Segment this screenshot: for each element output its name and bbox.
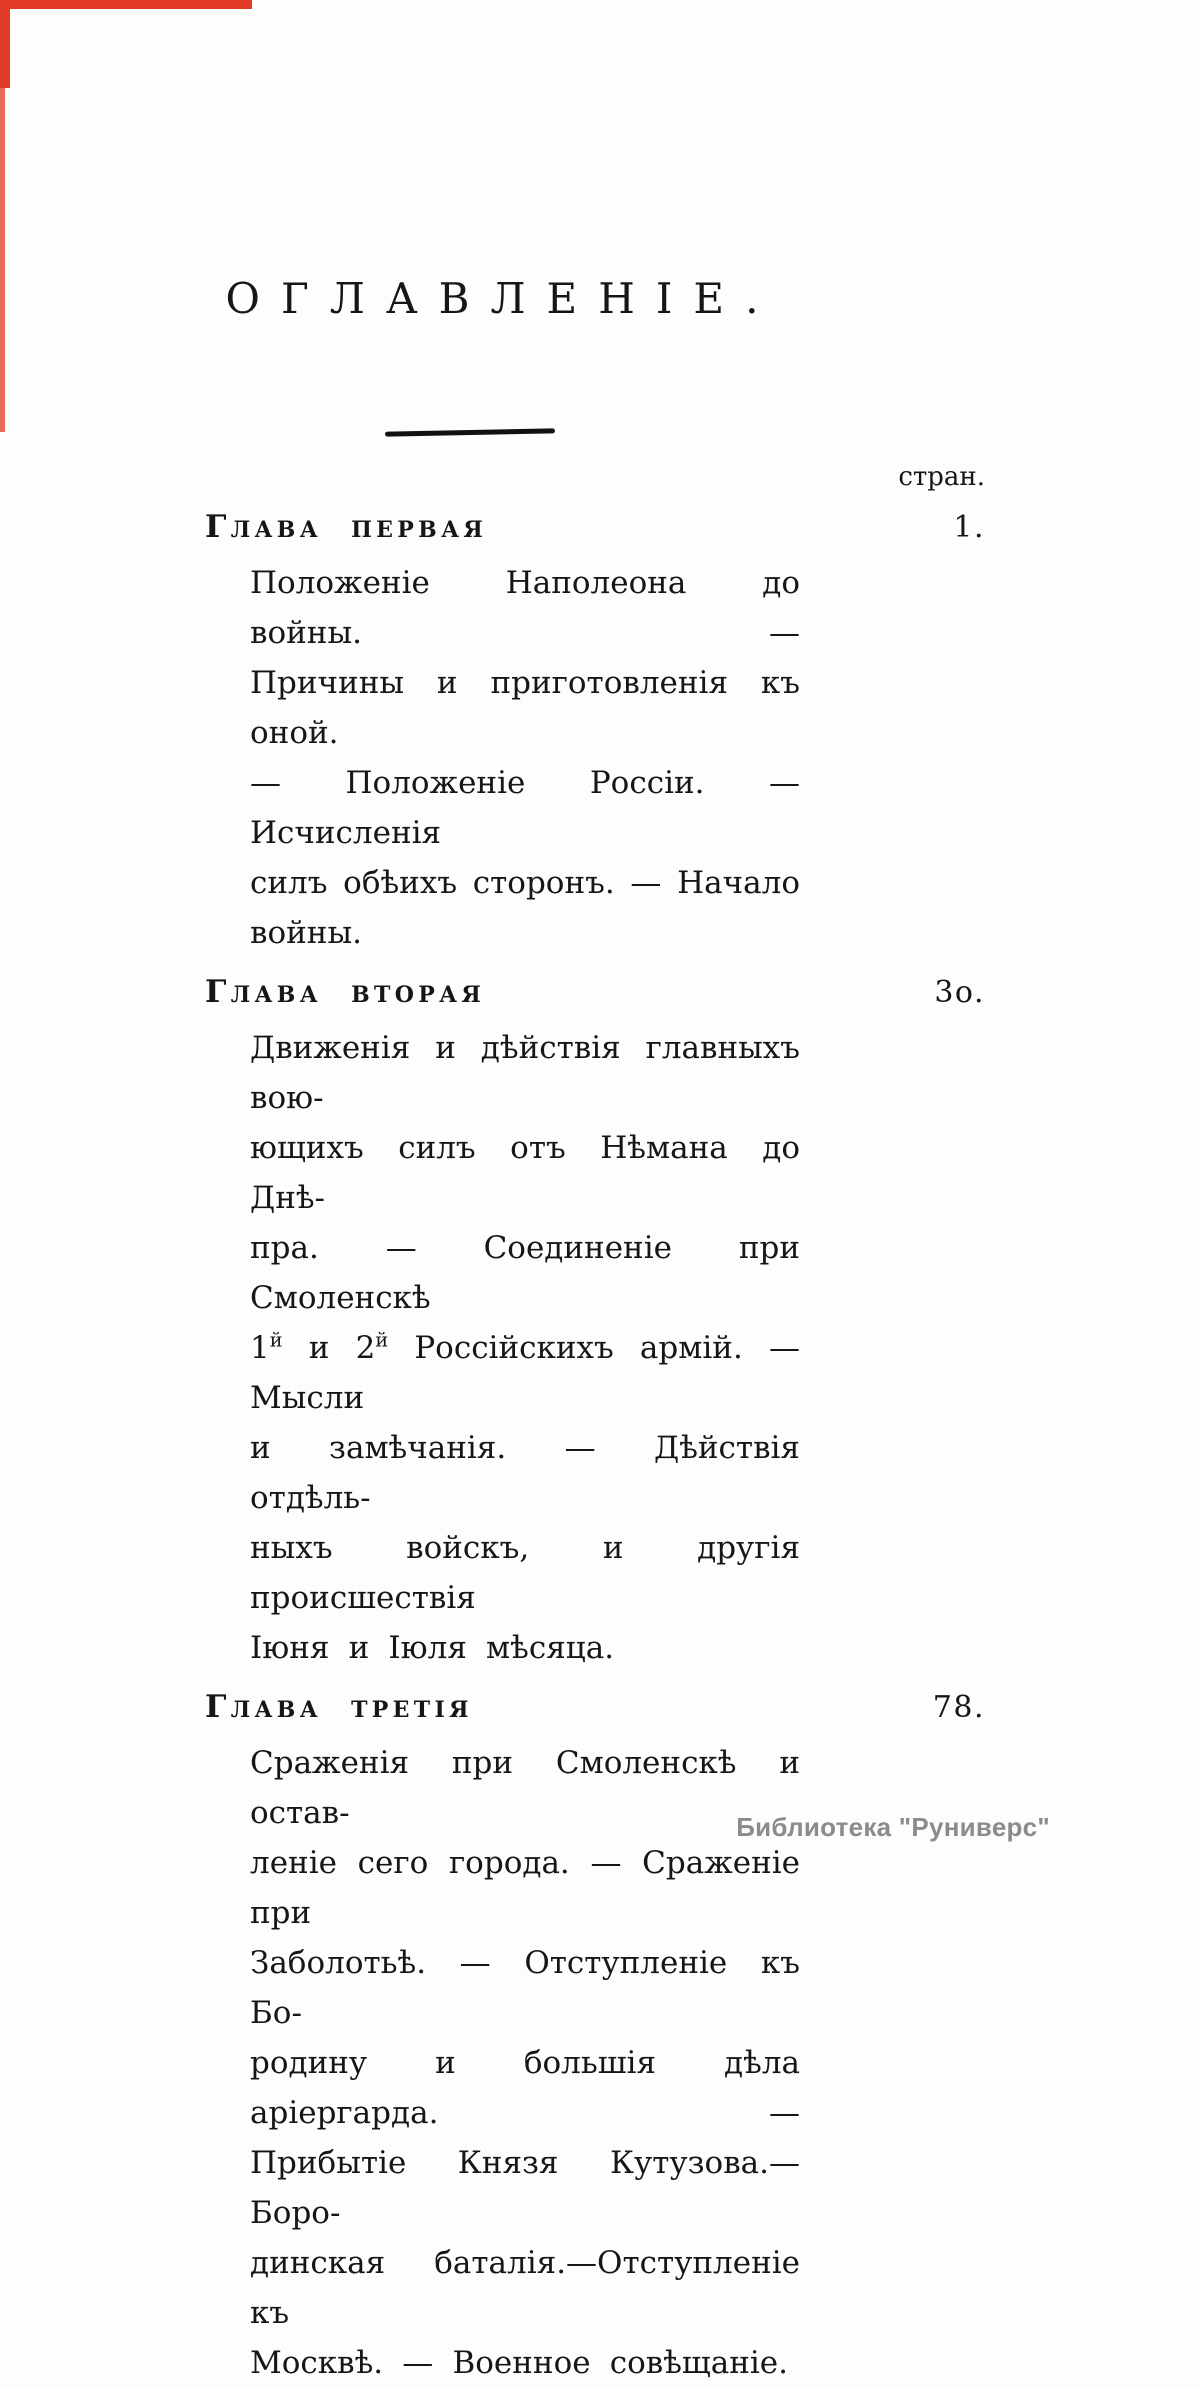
page-title: ОГЛАВЛЕНІЕ. xyxy=(225,274,780,323)
chapter-description-line: пра. — Соединеніе при Смоленскѣ xyxy=(250,1230,800,1316)
chapter-description-line: силъ обѣихъ сторонъ. — Начало xyxy=(250,865,800,901)
scan-edge-mark-left xyxy=(0,0,10,88)
chapter-description-line: Заболотьѣ. — Отступленіе къ Бо- xyxy=(250,1945,800,2031)
toc-entry xyxy=(205,1687,985,2388)
chapter-page-number: 78. xyxy=(932,1690,985,1725)
chapter-heading-row xyxy=(205,972,985,1013)
chapter-description xyxy=(250,1023,800,1673)
chapter-description xyxy=(250,1738,800,2388)
chapter-description-line: и замѣчанія. — Дѣйствія отдѣль- xyxy=(250,1430,800,1516)
chapter-heading: Глава третія xyxy=(205,1689,473,1725)
chapter-heading-row xyxy=(205,1687,985,1728)
chapter-description-line: Москвѣ. — Военное совѣщаніе. xyxy=(250,2345,788,2381)
title-divider-rule xyxy=(385,428,555,436)
table-of-contents xyxy=(205,507,985,2388)
chapter-description-line: войны. xyxy=(250,915,362,951)
toc-entry xyxy=(205,972,985,1673)
chapter-description-line: леніе сего города. — Сраженіе при xyxy=(250,1845,800,1931)
chapter-heading-row xyxy=(205,507,985,548)
toc-entry xyxy=(205,507,985,958)
chapter-description-line: родину и большія дѣла аріергарда. — xyxy=(250,2045,800,2131)
chapter-description-line: Прибытіе Князя Кутузова.—Боро- xyxy=(250,2145,800,2231)
scan-edge-mark-top xyxy=(0,0,252,9)
chapter-description-line: — Положеніе Россіи. — Исчисленія xyxy=(250,765,800,851)
chapter-description-line: ющихъ силъ отъ Нѣмана до Днѣ- xyxy=(250,1130,800,1216)
chapter-description-line: динская баталія.—Отступленіе къ xyxy=(250,2245,800,2331)
chapter-description-line: Положеніе Наполеона до войны. — xyxy=(250,565,800,651)
chapter-heading: Глава вторая xyxy=(205,974,486,1010)
chapter-page-number: 3o. xyxy=(934,975,985,1010)
chapter-description-line: Причины и приготовленія къ оной. xyxy=(250,665,800,751)
page-column-header: стран. xyxy=(898,462,985,492)
chapter-page-number: 1. xyxy=(953,510,985,545)
chapter-description-line: ныхъ войскъ, и другія происшествія xyxy=(250,1530,800,1616)
chapter-description-line: Движенія и дѣйствія главныхъ вою- xyxy=(250,1030,800,1116)
chapter-description-line: Сраженія при Смоленскѣ и остав- xyxy=(250,1745,800,1831)
library-watermark: Библиотека "Руниверс" xyxy=(736,1812,1050,1842)
scan-edge-mark-left-thin xyxy=(0,88,5,432)
chapter-description xyxy=(250,558,800,958)
chapter-heading: Глава первая xyxy=(205,509,488,545)
chapter-description-line: $1^й$ и $2^й$ Россійскихъ армій. — Мысли xyxy=(250,1328,800,1416)
chapter-description-line: Іюня и Іюля мѣсяца. xyxy=(250,1630,615,1666)
